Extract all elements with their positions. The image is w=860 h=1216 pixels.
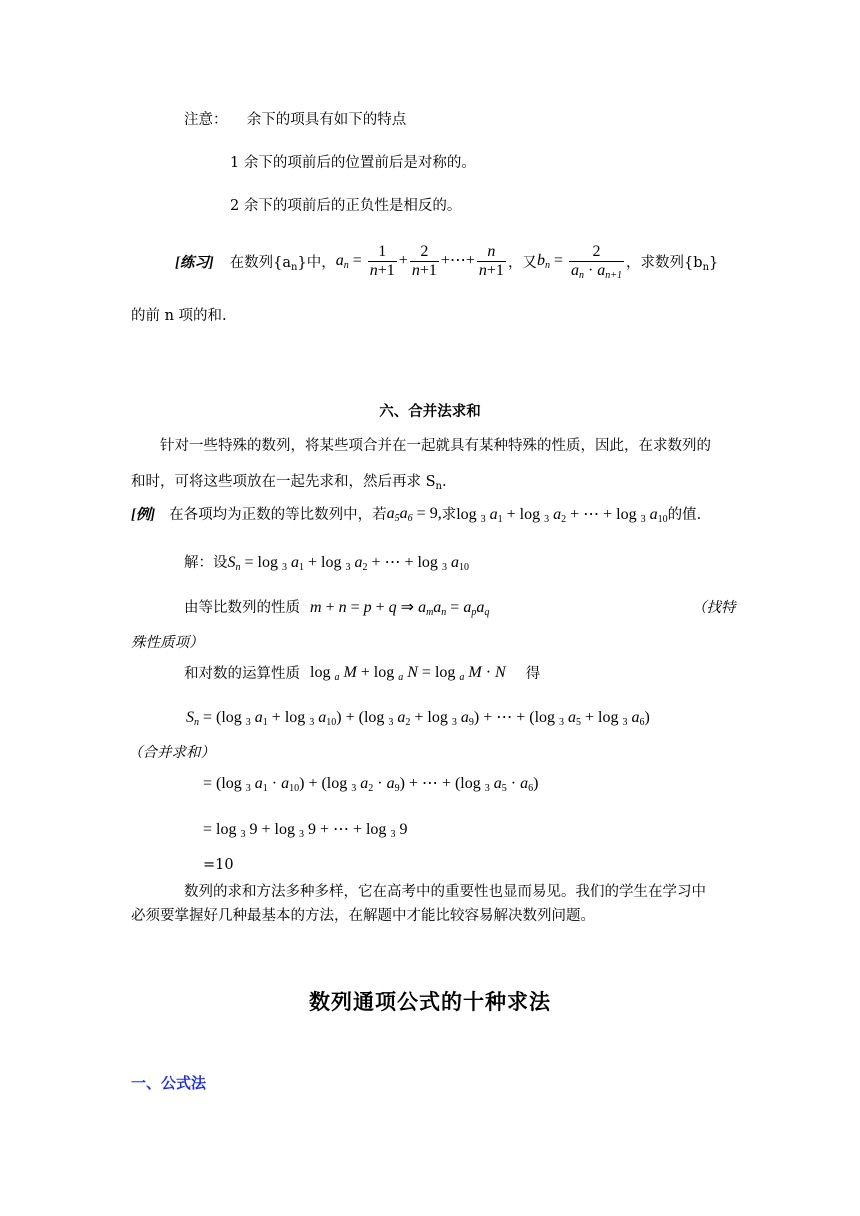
example-mid: 求 (441, 507, 457, 523)
note-point-2: 2 余下的项前后的正负性是相反的。 (230, 198, 462, 214)
exercise-tag: [练习] (175, 254, 214, 271)
note-label: 注意： (184, 112, 228, 128)
log-de: 得 (525, 666, 541, 682)
example-end: 的值. (667, 507, 702, 523)
section-para-2: 和时，可将这些项放在一起先求和，然后再求 $S_n$. (131, 474, 447, 492)
exercise-mid: ，又 (507, 254, 537, 271)
conclusion-line-1: 数列的求和方法多种多样，它在高考中的重要性也显而易见。我们的学生在学习中 (184, 884, 706, 900)
conclusion-line-2: 必须要掌握好几种最基本的方法，在解题中才能比较容易解决数列问题。 (131, 908, 595, 924)
solution-line (184, 551, 469, 572)
section-para-1: 针对一些特殊的数列，将某些项合并在一起就具有某种特殊的性质，因此，在求数列的 (160, 438, 711, 454)
geometric-property-line (184, 596, 489, 617)
example-expression: log $_3$ $a_1 + \log _3$ $a_2$ + ⋯ + log $_3$ $a_{10}$ (456, 505, 668, 525)
note-point-1: 1 余下的项前后的位置前后是对称的。 (230, 155, 476, 171)
section-title: 六、合并法求和 (379, 403, 481, 420)
subsection-title: 一、公式法 (131, 1074, 207, 1092)
example-tag: [例] (131, 507, 156, 523)
solution-formula: $S_n = \log _3$ $a_1 + \log _3$ $a_2$ + ⋯ + log $_3$ $a_{10}$ (227, 553, 469, 573)
step-product: = (log $_3$ $a_1 \cdot a_{10}) + (\log$ $_3$ $a_2 \cdot a_9$) + ⋯ + (log $_3$ $a_5 \cdot a_6$) (203, 775, 539, 794)
note-text: 余下的项具有如下的特点 (246, 112, 407, 128)
step-result: =10 (203, 857, 234, 873)
example-line (131, 503, 701, 524)
log-property-line (184, 662, 540, 683)
example-condition: $a_5a_6 = 9$, (386, 504, 442, 524)
geometric-formula: m + n = p + q ⇒ $a_ma_n = a_pa_q$ (310, 598, 490, 618)
solution-label: 解：设 (184, 555, 228, 571)
log-text: 和对数的运算性质 (184, 666, 300, 682)
geometric-note-1: （找特 (692, 600, 736, 616)
log-formula: log $_a$ M + log $_a$ N = log $_a$ M · N (310, 663, 506, 683)
geometric-text: 由等比数列的性质 (184, 600, 300, 616)
note-line (184, 108, 406, 129)
exercise-line (175, 238, 718, 284)
exercise-intro: 在数列$\{a_n\}$中， (229, 254, 336, 273)
exercise-formula-a: $a_n$ = $\frac{1}{n+1}$ + $\frac{2}{n+1}$ +⋯+ $\frac{n}{n+1}$ (335, 242, 504, 279)
step-log9: = log $_3$ 9 + log $_3$ 9 + ⋯ + log $_3$ 9 (203, 821, 408, 840)
exercise-line2: 的前 n 项的和. (131, 308, 227, 324)
merge-note: （合并求和） (128, 745, 215, 761)
geometric-note-2: 殊性质项） (131, 635, 204, 651)
exercise-end: ，求数列$\{b_n\}$ (626, 254, 719, 273)
example-text: 在各项均为正数的等比数列中，若 (169, 507, 387, 523)
merge-formula: $S_n = (\log$ $_3$ $a_1 + \log _3$ $a_{10}) + (\log$ $_3$ $a_2 + \log _3$ $a_9$) + ⋯ + (log $_3$ $a_5 + \log _3$ $a_6$) (186, 709, 650, 728)
exercise-formula-b: $b_n$ = $\frac{2}{a_n \cdot a_{n+1}}$ (536, 242, 623, 281)
chapter-title: 数列通项公式的十种求法 (309, 989, 551, 1014)
